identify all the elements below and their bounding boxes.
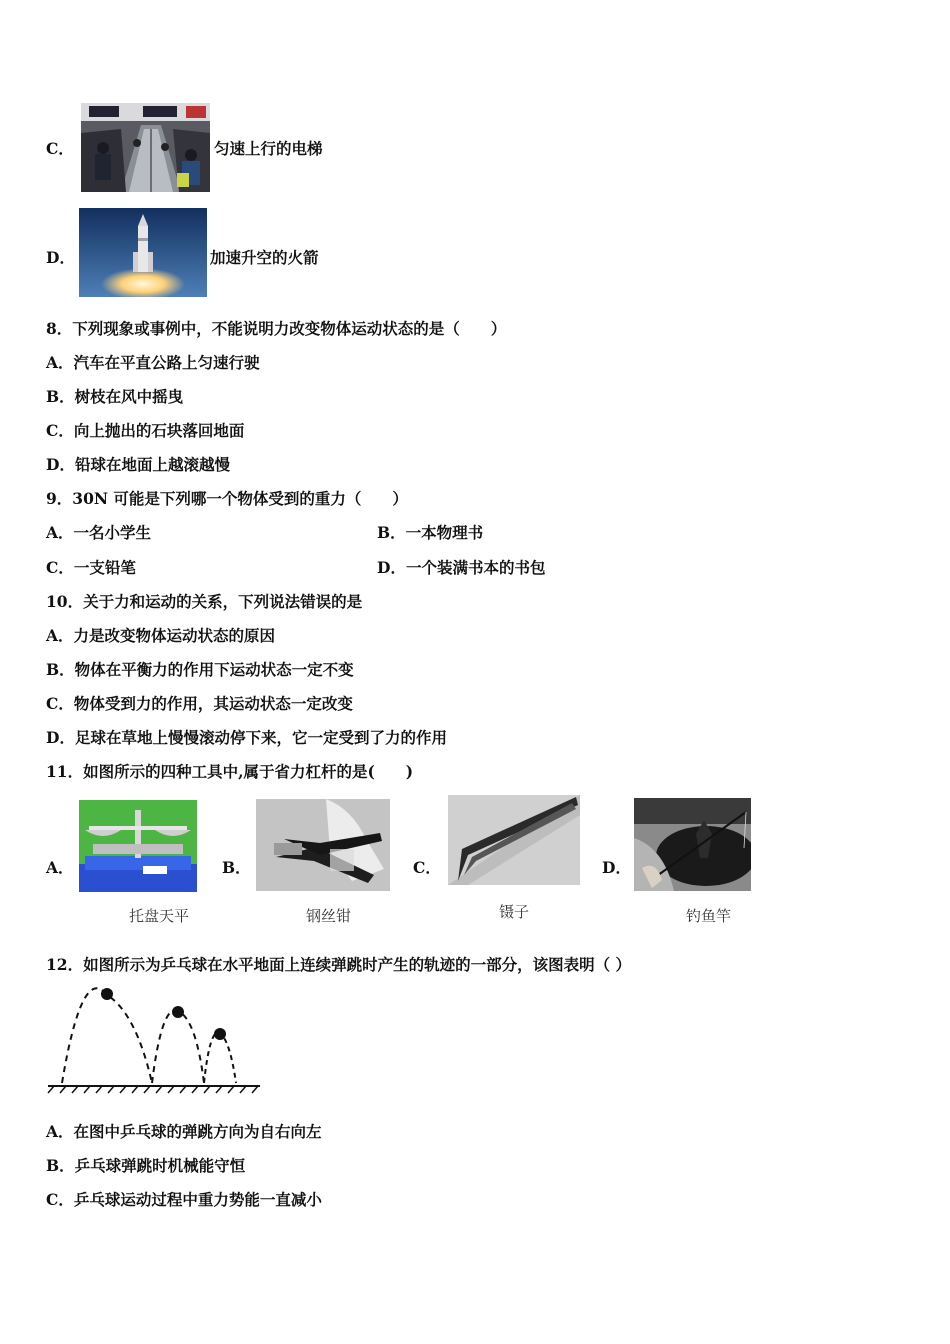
escalator-image xyxy=(81,103,210,192)
q9-option-c: C．一支铅笔 xyxy=(46,558,136,577)
q12-option-a: A．在图中乒乓球的弹跳方向为自右向左 xyxy=(46,1122,322,1141)
q8-option-a: A．汽车在平直公路上匀速行驶 xyxy=(46,353,260,372)
q12-option-c: C．乒乓球运动过程中重力势能一直减小 xyxy=(46,1190,322,1209)
q9-stem: 9．30N 可能是下列哪一个物体受到的重力（ ） xyxy=(46,489,408,508)
q11-letter-d: D． xyxy=(602,858,631,877)
q10-option-d: D．足球在草地上慢慢滚动停下来，它一定受到了力的作用 xyxy=(46,728,447,747)
q7-option-c-letter: C． xyxy=(46,139,74,158)
caption-tweezers: 镊子 xyxy=(499,903,530,921)
q9-option-d: D．一个装满书本的书包 xyxy=(377,558,546,577)
caption-fishing-rod: 钓鱼竿 xyxy=(686,907,732,925)
q10-option-a: A．力是改变物体运动状态的原因 xyxy=(46,626,276,645)
q7-option-d-text: 加速升空的火箭 xyxy=(210,248,319,267)
q9-option-a: A．一名小学生 xyxy=(46,523,152,542)
q11-letter-b: B． xyxy=(222,858,251,877)
q12-stem: 12．如图所示为乒乓球在水平地面上连续弹跳时产生的轨迹的一部分，该图表明（ ） xyxy=(46,955,631,974)
q7-option-d-letter: D． xyxy=(46,248,75,267)
tray-balance-image xyxy=(79,800,197,892)
q8-option-d: D．铅球在地面上越滚越慢 xyxy=(46,455,230,474)
wire-pliers-image xyxy=(256,799,390,891)
tweezers-image xyxy=(448,795,580,885)
q10-stem: 10．关于力和运动的关系，下列说法错误的是 xyxy=(46,592,363,611)
caption-tray-balance: 托盘天平 xyxy=(129,907,190,925)
q10-option-c: C．物体受到力的作用，其运动状态一定改变 xyxy=(46,694,353,713)
q10-option-b: B．物体在平衡力的作用下运动状态一定不变 xyxy=(46,660,354,679)
q9-option-b: B．一本物理书 xyxy=(377,523,484,542)
caption-wire-pliers: 钢丝钳 xyxy=(306,907,352,925)
q8-stem: 8．下列现象或事例中，不能说明力改变物体运动状态的是（ ） xyxy=(46,319,507,338)
q8-option-b: B．树枝在风中摇曳 xyxy=(46,387,184,406)
q7-option-c-text: 匀速上行的电梯 xyxy=(214,139,323,158)
q8-option-c: C．向上抛出的石块落回地面 xyxy=(46,421,245,440)
ping-pong-bounce-diagram xyxy=(46,983,262,1095)
rocket-image xyxy=(79,208,207,297)
q11-letter-c: C． xyxy=(413,858,441,877)
q12-option-b: B．乒乓球弹跳时机械能守恒 xyxy=(46,1156,246,1175)
q11-letter-a: A． xyxy=(46,858,74,877)
q11-stem: 11．如图所示的四种工具中,属于省力杠杆的是( ) xyxy=(46,762,414,781)
fishing-rod-image xyxy=(634,798,751,891)
